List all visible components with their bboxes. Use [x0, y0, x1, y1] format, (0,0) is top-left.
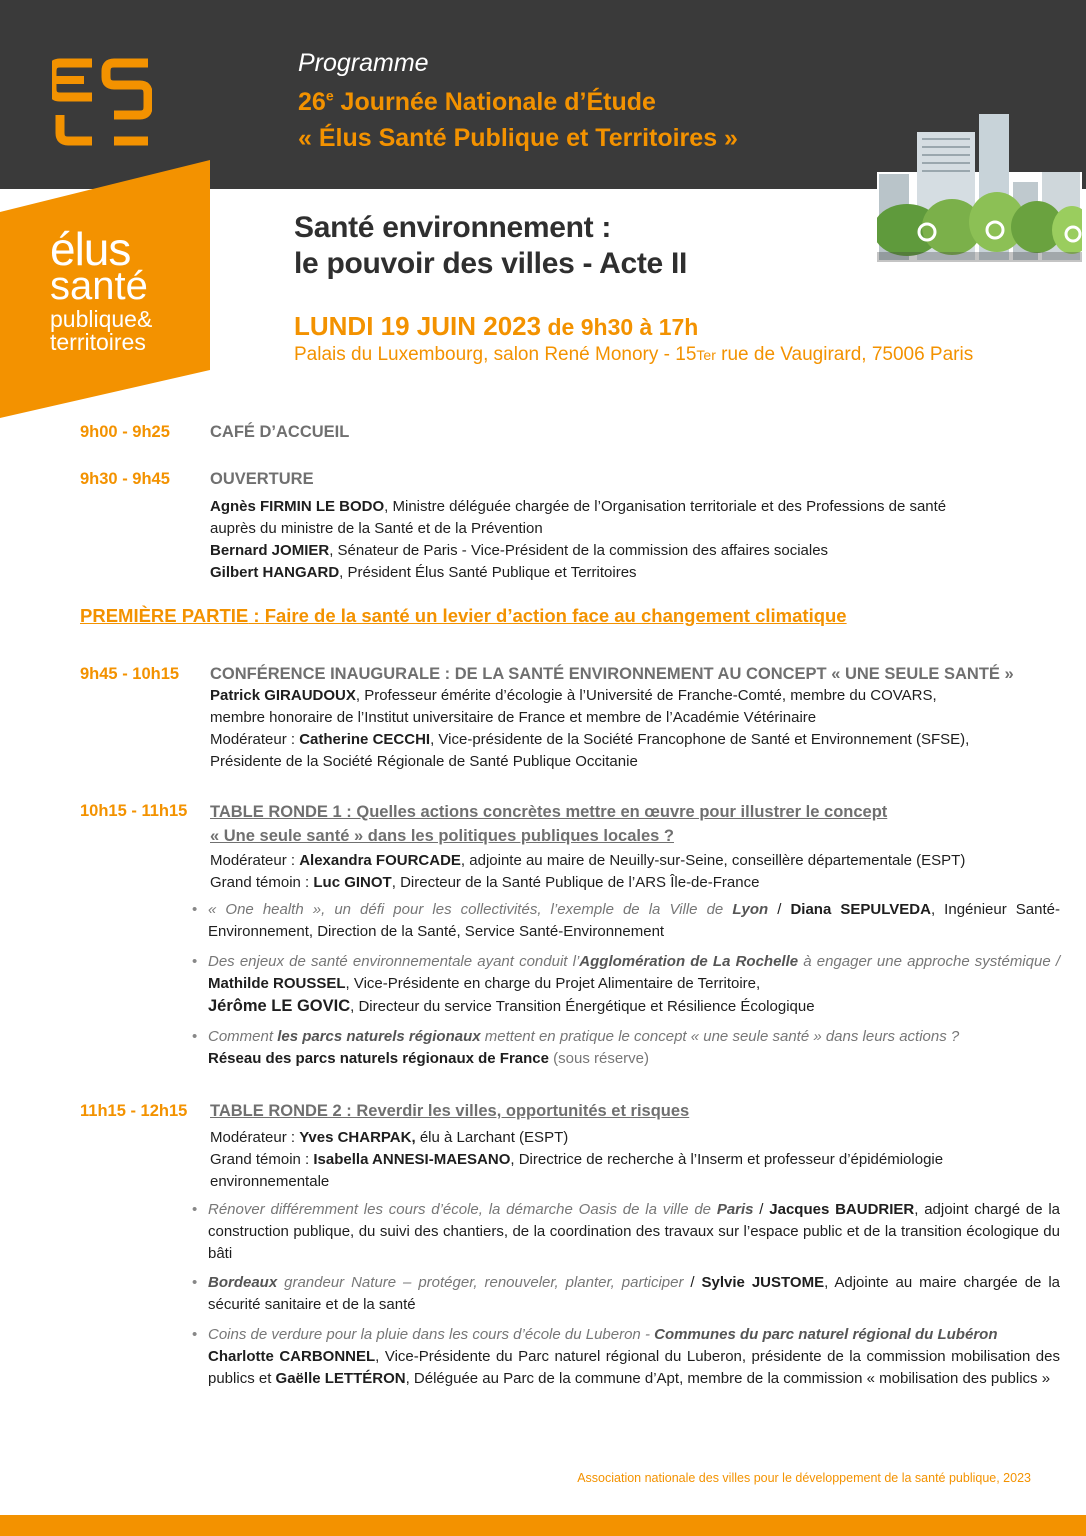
table2-bullet-3 — [192, 1324, 1060, 1390]
footer-text: Association nationale des villes pour le développement de la santé publique, 2023 — [577, 1471, 1031, 1485]
table1-bullet-3 — [192, 1026, 1060, 1070]
bullet-icon: • — [192, 1201, 198, 1218]
conference-title: CONFÉRENCE INAUGURALE : DE LA SANTÉ ENVIRONNEMENT AU CONCEPT « UNE SEULE SANTÉ » — [210, 665, 1014, 683]
grand-temoin-role: , Directrice de recherche à l’Inserm et professeur d’épidémiologie — [510, 1151, 944, 1168]
logo-es-mark — [52, 55, 152, 150]
bullet-topic: grandeur Nature – protéger, renouveler, planter, participer — [277, 1274, 684, 1291]
partie-label: PREMIÈRE PARTIE — [80, 605, 249, 626]
speaker-name: Bernard JOMIER — [210, 542, 330, 559]
event-place — [294, 344, 973, 366]
moderator-name: Catherine CECCHI — [299, 731, 431, 748]
speaker-name: Patrick GIRAUDOUX — [210, 687, 356, 704]
bullet-topic: à engager une approche systémique / — [798, 953, 1060, 970]
bullet-place: Agglomération de La Rochelle — [579, 953, 799, 970]
ouverture-title: OUVERTURE — [210, 470, 314, 488]
table2-time: 11h15 - 12h15 — [80, 1102, 188, 1120]
grand-temoin-label: Grand témoin : — [210, 874, 314, 891]
programme-label: Programme — [298, 49, 429, 77]
speaker-role: , adjoint chargé de la construction publique, du suivi des chantiers, de la coordination des travaux sur l’espace public et de la transition écologique du bâti — [208, 1201, 1060, 1262]
table1-bullet-1 — [192, 899, 1060, 943]
grand-temoin-role: environnementale — [210, 1173, 330, 1190]
ouverture-time: 9h30 - 9h45 — [80, 470, 170, 488]
cafe-title: CAFÉ D’ACCUEIL — [210, 423, 350, 441]
conference-time: 9h45 - 10h15 — [80, 665, 180, 683]
moderator-role: élu à Larchant (ESPT) — [415, 1129, 569, 1146]
speaker-role: , Directeur du service Transition Énergétique et Résilience Écologique — [350, 998, 815, 1015]
edition-superscript: e — [325, 87, 334, 104]
speaker-note: (sous réserve) — [548, 1050, 650, 1067]
speaker-role: , Déléguée au Parc de la commune d’Apt, membre de la commission « mobilisation des publics » — [405, 1370, 1051, 1387]
speaker-name: Jérôme LE GOVIC — [208, 997, 351, 1015]
speaker-name: Jacques BAUDRIER — [769, 1201, 915, 1218]
speaker-role: , Professeur émérite d’écologie à l’Université de Franche-Comté, membre du COVARS, — [355, 687, 937, 704]
moderator-label: Modérateur : — [210, 1129, 300, 1146]
bullet-topic: Des enjeux de santé environnementale ayant conduit l’ — [208, 953, 580, 970]
event-day: LUNDI 19 JUIN 2023 — [294, 311, 542, 341]
moderator-name: Yves CHARPAK, — [299, 1129, 416, 1146]
speaker-name: Mathilde ROUSSEL — [208, 975, 346, 992]
event-heading — [298, 84, 738, 157]
event-hours: de 9h30 à 17h — [541, 314, 699, 340]
grand-temoin-role: , Directeur de la Santé Publique de l’ARS Île-de-France — [391, 874, 760, 891]
conference-speakers — [210, 685, 969, 773]
bullet-icon: • — [192, 953, 198, 970]
event-subtitle: « Élus Santé Publique et Territoires » — [298, 124, 738, 153]
speaker-name: Gilbert HANGARD — [210, 564, 340, 581]
page-title — [294, 210, 687, 282]
table1-moderation — [210, 850, 965, 894]
section-premiere-partie — [80, 605, 847, 627]
speaker-role: , Vice-Présidente du Parc naturel régional du Luberon, présidente de la commission mobilisation des publics et — [208, 1348, 1060, 1387]
moderator-label: Modérateur : — [210, 852, 300, 869]
bullet-topic: Rénover différemment les cours d’école, la démarche Oasis de la ville de — [208, 1201, 717, 1218]
grand-temoin-name: Luc GINOT — [313, 874, 392, 891]
city-illustration — [877, 112, 1082, 262]
bullet-icon: • — [192, 1274, 198, 1291]
place-ter: Ter — [696, 347, 716, 363]
edition-number: 26 — [298, 88, 326, 116]
bullet-city: Lyon — [732, 901, 769, 918]
ouverture-speakers — [210, 496, 946, 584]
bullet-icon: • — [192, 901, 198, 918]
bullet-city: Bordeaux — [208, 1274, 278, 1291]
speaker-role: , Sénateur de Paris - Vice-Président de la commission des affaires sociales — [329, 542, 829, 559]
table2-title: TABLE RONDE 2 : Reverdir les villes, opportunités et risques — [210, 1102, 690, 1120]
speaker-role: , Président Élus Santé Publique et Territoires — [339, 564, 637, 581]
table1-bullet-2 — [192, 951, 1060, 1018]
speaker-name: Agnès FIRMIN LE BODO — [210, 498, 385, 515]
table1-title-line-1: TABLE RONDE 1 : Quelles actions concrètes mettre en œuvre pour illustrer le concept — [210, 803, 888, 821]
bullet-topic: Coins de verdure pour la pluie dans les cours d’école du Luberon - — [208, 1326, 655, 1343]
moderator-role: , Vice-présidente de la Société Francophone de Santé et Environnement (SFSE), — [430, 731, 970, 748]
bullet-sep: / — [683, 1274, 702, 1291]
speaker-name: Diana SEPULVEDA — [790, 901, 931, 918]
partie-text: Faire de la santé un levier d’action face au changement climatique — [264, 605, 847, 626]
grand-temoin-label: Grand témoin : — [210, 1151, 314, 1168]
logo-line-elus: élus — [50, 223, 131, 275]
speaker-role: membre honoraire de l’Institut universitaire de France et membre de l’Académie Vétérinaire — [210, 709, 817, 726]
footer-bar — [0, 1515, 1086, 1536]
bullet-sep: / — [753, 1201, 770, 1218]
cafe-time: 9h00 - 9h25 — [80, 423, 170, 441]
grand-temoin-name: Isabella ANNESI-MAESANO — [313, 1151, 511, 1168]
edition-text: Journée Nationale d’Étude — [333, 88, 656, 116]
speaker-role: , Ministre déléguée chargée de l’Organisation territoriale et des Professions de santé — [384, 498, 947, 515]
table1-title — [210, 800, 887, 848]
bullet-topic: « One health », un défi pour les collectivités, l’exemple de la Ville de — [208, 901, 733, 918]
title-line-2: le pouvoir des villes - Acte II — [294, 247, 688, 280]
speaker-role: , Vice-Présidente en charge du Projet Alimentaire de Territoire, — [345, 975, 761, 992]
bullet-icon: • — [192, 1326, 198, 1343]
place-part-2: rue de Vaugirard, 75006 Paris — [715, 344, 974, 365]
logo-line-publique: publique& — [50, 306, 153, 332]
table2-bullet-2 — [192, 1272, 1060, 1316]
bullet-icon: • — [192, 1028, 198, 1045]
table1-time: 10h15 - 11h15 — [80, 802, 188, 820]
logo-line-territoires: territoires — [50, 329, 146, 355]
bullet-city: Paris — [716, 1201, 754, 1218]
speaker-role: , Adjointe au maire chargée de la sécurité sanitaire et de la santé — [208, 1274, 1060, 1313]
logo-line-sante: santé — [50, 264, 148, 308]
bullet-topic-emphasis: les parcs naturels régionaux — [277, 1028, 481, 1045]
speaker-name: Sylvie JUSTOME — [701, 1274, 825, 1291]
bullet-topic: Comment — [208, 1028, 278, 1045]
speaker-name: Gaëlle LETTÉRON — [275, 1370, 406, 1387]
table2-bullet-1 — [192, 1199, 1060, 1265]
bullet-topic-emphasis: Communes du parc naturel régional du Lubéron — [654, 1326, 998, 1343]
title-line-1: Santé environnement : — [294, 211, 612, 244]
moderator-label: Modérateur : — [210, 731, 300, 748]
speaker-name: Charlotte CARBONNEL — [208, 1348, 376, 1365]
speaker-name: Réseau des parcs naturels régionaux de France — [208, 1050, 549, 1067]
speaker-role: auprès du ministre de la Santé et de la Prévention — [210, 520, 543, 537]
bullet-sep: / — [768, 901, 791, 918]
place-part-1: Palais du Luxembourg, salon René Monory - 15 — [294, 344, 697, 365]
table2-moderation — [210, 1127, 943, 1193]
bullet-topic: mettent en pratique le concept « une seule santé » dans leurs actions ? — [480, 1028, 960, 1045]
logo-text — [50, 223, 153, 355]
moderator-role: Présidente de la Société Régionale de Santé Publique Occitanie — [210, 753, 638, 770]
partie-sep: : — [248, 605, 265, 626]
moderator-name: Alexandra FOURCADE — [299, 852, 461, 869]
event-date — [294, 311, 698, 342]
speaker-role: , Ingénieur Santé-Environnement, Direction de la Santé, Service Santé-Environnement — [208, 901, 1060, 940]
table1-title-line-2: « Une seule santé » dans les politiques publiques locales ? — [210, 827, 674, 845]
moderator-role: , adjointe au maire de Neuilly-sur-Seine, conseillère départementale (ESPT) — [460, 852, 966, 869]
